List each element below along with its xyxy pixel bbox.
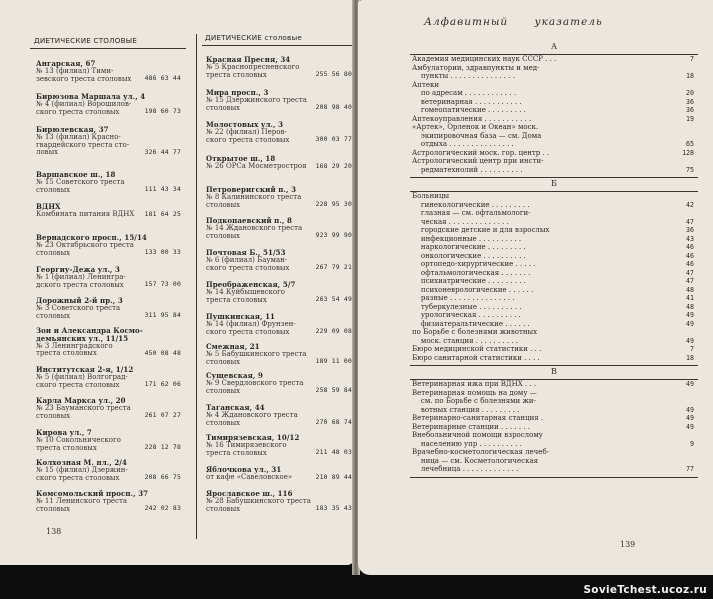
directory-entry — [206, 121, 352, 144]
index-entry — [412, 380, 694, 388]
entry-phone: 255 56 80 — [315, 70, 352, 79]
directory-entry — [206, 56, 352, 79]
entry-phone: 300 03 77 — [315, 135, 352, 144]
index-entry — [412, 166, 694, 174]
index-entry-page: 42 — [686, 200, 694, 209]
index-entry-text: физиатеральтические . . . . . . — [412, 319, 530, 328]
index-entry — [412, 414, 694, 422]
index-entry — [412, 55, 694, 63]
index-entry-text: туберкулезные . . . . . . . . . . — [412, 302, 522, 311]
directory-entry — [206, 186, 352, 209]
entry-canteen: № 5 (филиал) Волгоград- ского треста столовых — [36, 372, 128, 389]
index-entry-text: психоневрологические . . . . . . — [412, 285, 534, 294]
index-entry-text: Аптеки — [412, 80, 440, 89]
entry-address: Молостовых ул., 3 — [206, 120, 284, 129]
index-entry-page: 49 — [686, 380, 694, 388]
index-entry-text: Ветеринарные станции . . . . . . . — [412, 422, 530, 431]
left-page-number: 138 — [46, 527, 62, 536]
entry-canteen: № 15 (филиал) Дзержин- ского треста столовых — [36, 465, 128, 482]
index-entry-text: по адресам . . . . . . . . . . . . — [412, 89, 517, 97]
entry-address: Комсомольский просп., 37 — [36, 489, 149, 498]
index-entry-page: 46 — [686, 243, 694, 251]
index-entry-page: 7 — [690, 55, 694, 63]
entry-address: Карла Маркса ул., 20 — [36, 396, 126, 405]
right-page — [358, 0, 713, 575]
entry-canteen: № 3 Ленинградского треста столовых — [36, 341, 113, 358]
entry-canteen: № 15 Дзержинского треста столовых — [206, 95, 307, 112]
entry-canteen: № 28 Бабушкинского треста столовых — [206, 496, 311, 513]
index-entry-page: 36 — [686, 106, 694, 114]
index-section-letter: А — [551, 42, 558, 51]
entry-phone: 267 79 21 — [315, 263, 352, 272]
index-entry — [412, 328, 694, 336]
entry-address: Петроверигский п., 3 — [206, 185, 297, 194]
index-entry-page: 48 — [686, 302, 694, 311]
index-entry — [412, 397, 694, 405]
entry-phone: 258 59 84 — [315, 386, 352, 395]
index-entry-text: экипировочная база — см. Дома — [412, 131, 542, 140]
entry-phone: 923 99 90 — [315, 231, 352, 240]
entry-address: Дорожный 2-й пр., 3 — [36, 296, 123, 305]
entry-canteen: № 13 (филиал) Тими- зевского треста столовых — [36, 66, 132, 83]
index-entry-text: пункты . . . . . . . . . . . . . . . — [412, 72, 515, 80]
entry-phone: 183 35 43 — [315, 504, 352, 513]
entry-phone: 228 12 78 — [144, 443, 181, 452]
index-entry-text: онкологические . . . . . . . . . . — [412, 251, 526, 260]
entry-canteen: № 22 (филиал) Перов- ского треста столовых — [206, 127, 290, 144]
index-entry — [412, 277, 694, 285]
index-entry-page: 9 — [690, 439, 694, 448]
entry-address: Зои и Александра Космо- демьянских ул., 11/15 — [36, 326, 143, 343]
index-entry — [412, 406, 694, 414]
index-entry-page: 49 — [686, 319, 694, 328]
index-entry-text: Внебольничной помощи взрослому — [412, 431, 543, 439]
index-entry-page: 36 — [686, 97, 694, 106]
col1-header-rule — [30, 48, 186, 49]
index-entry — [412, 337, 694, 345]
index-entry-page: 19 — [686, 114, 694, 123]
entry-canteen: № 6 (филиал) Бауман- ского треста столовых — [206, 255, 290, 272]
entry-address: Институтская 2-я, 1/12 — [36, 365, 134, 374]
index-entry-text: Ветеринарная помощь на дому — — [412, 388, 537, 397]
index-section-letter: Б — [551, 179, 557, 188]
col2-header-rule — [202, 45, 355, 46]
entry-address: Преображенская, 5/7 — [206, 280, 296, 289]
index-entry-page: 49 — [686, 311, 694, 319]
entry-phone: 171 62 06 — [144, 380, 181, 389]
entry-phone: 198 60 73 — [144, 107, 181, 116]
index-entry — [412, 465, 694, 473]
index-entry-page: 20 — [686, 89, 694, 97]
directory-entry — [36, 490, 181, 513]
left-page — [0, 0, 355, 565]
entry-canteen: № 14 Куйбышевского треста столовых — [206, 287, 285, 304]
index-entry-text: ортопедо-хирургические . . . . . — [412, 260, 536, 268]
index-entry — [412, 423, 694, 431]
index-entry-page: 47 — [686, 217, 694, 226]
entry-phone: 133 00 33 — [144, 248, 181, 257]
entry-address: Колхозная М. пл., 2/4 — [36, 458, 127, 467]
index-entry-page: 49 — [686, 422, 694, 431]
index-entry-text: разные . . . . . . . . . . . . . . . — [412, 294, 515, 302]
index-entry-text: ница — см. Косметологическая — [412, 456, 539, 465]
index-entry — [412, 201, 694, 209]
index-entry-text: Астрологический моск. гор. центр . . — [412, 148, 550, 157]
entry-address: Бирюлевская, 37 — [36, 125, 109, 134]
index-entry — [412, 132, 694, 140]
index-entry — [412, 260, 694, 268]
entry-canteen: № 5 Бабушкинского треста столовых — [206, 349, 307, 366]
index-entry-page: 7 — [690, 345, 694, 353]
entry-address: Варшавское ш., 18 — [36, 170, 116, 179]
index-entry-text: см. по Борьбе с болезнями жи- — [412, 397, 536, 405]
index-entry — [412, 106, 694, 114]
directory-entry — [206, 434, 352, 457]
index-entry-page: 46 — [686, 251, 694, 260]
index-entry-text: инфекционные . . . . . . . . . . — [412, 234, 522, 243]
index-entry-text: урологическая . . . . . . . . . . — [412, 311, 521, 319]
index-entry-text: городские детские и для взрослых — [412, 226, 550, 234]
entry-address: Сущевская, 9 — [206, 371, 263, 380]
directory-entry — [206, 404, 352, 427]
index-entry-text: глазная — см. офтальмологи- — [412, 209, 531, 217]
index-entry-page: 77 — [686, 465, 694, 473]
index-entry — [412, 457, 694, 465]
index-entry-page: 43 — [686, 234, 694, 243]
index-entry-text: отдыха . . . . . . . . . . . . . . . — [412, 140, 514, 148]
index-section-letter: В — [551, 367, 557, 376]
index-entry — [412, 311, 694, 319]
index-entry — [412, 320, 694, 328]
entry-address: Подкопаевский п., 8 — [206, 216, 292, 225]
index-entry-text: редматехнолий . . . . . . . . . . — [412, 165, 523, 174]
index-title: Алфавитный указатель — [424, 16, 603, 28]
index-entry-page: 49 — [686, 336, 694, 345]
entry-phone: 208 66 75 — [144, 473, 181, 482]
directory-entry — [36, 60, 181, 83]
index-entry-text: Больницы — [412, 192, 450, 200]
index-entry-text: лечебница . . . . . . . . . . . . . — [412, 465, 519, 473]
directory-entry — [206, 313, 352, 336]
entry-canteen: № 4 Ждановского треста столовых — [206, 410, 298, 427]
directory-entry — [36, 459, 181, 482]
index-entry-text: Бюро медицинской статистики . . . — [412, 345, 542, 353]
index-entry — [412, 269, 694, 277]
entry-canteen: № 10 Сокольнического треста столовых — [36, 435, 121, 452]
directory-entry — [36, 171, 181, 194]
index-entry — [412, 157, 694, 165]
directory-entry — [36, 266, 181, 289]
entry-phone: 111 43 34 — [144, 185, 181, 194]
index-entry-text: Бюро санитарной статистики . . . . — [412, 353, 540, 362]
entry-canteen: № 15 Советского треста столовых — [36, 177, 125, 194]
directory-entry — [36, 297, 181, 320]
index-entry — [412, 431, 694, 439]
entry-address: Красная Пресня, 34 — [206, 55, 291, 64]
directory-entry — [206, 249, 352, 272]
index-entry-text: ветеринарная . . . . . . . . . . . — [412, 97, 522, 106]
entry-address: Ярославское ш., 116 — [206, 489, 293, 498]
index-entry-page: 18 — [686, 72, 694, 80]
index-entry-text: вотных станция . . . . . . . . . — [412, 405, 520, 414]
index-entry-text: ческая . . . . . . . . . . . . . . — [412, 217, 509, 226]
index-entry — [412, 448, 694, 456]
entry-phone: 168 29 20 — [315, 161, 352, 170]
entry-phone: 242 02 83 — [144, 504, 181, 513]
entry-canteen: № 23 Бауманского треста столовых — [36, 403, 131, 420]
index-entry — [412, 286, 694, 294]
index-entry — [412, 140, 694, 148]
directory-entry — [36, 93, 181, 116]
directory-entry — [206, 281, 352, 304]
column-divider — [196, 34, 197, 539]
entry-address: Кирова ул., 7 — [36, 428, 92, 437]
index-entry-text: Академия медицинских наук СССР . . . — [412, 55, 557, 63]
entry-phone: 211 48 03 — [315, 448, 352, 457]
entry-canteen: № 14 Ждановского треста столовых — [206, 223, 303, 240]
index-entry-page: 48 — [686, 285, 694, 294]
entry-address: Яблочкова ул., 31 — [206, 465, 282, 474]
entry-address: ВДНХ — [36, 202, 61, 211]
entry-phone: 270 68 74 — [315, 418, 352, 427]
index-entry-page: 49 — [686, 414, 694, 422]
entry-phone: 208 98 40 — [315, 103, 352, 112]
index-entry-text: моск. станция . . . . . . . . . . — [412, 336, 519, 345]
entry-address: Тимирязевская, 10/12 — [206, 433, 300, 442]
index-entry — [412, 149, 694, 157]
entry-canteen: № 3 Советского треста столовых — [36, 303, 121, 320]
index-entry-text: Аптекоуправления . . . . . . . . . . . — [412, 114, 532, 123]
site-watermark: SovieTchest.ucoz.ru — [583, 584, 707, 596]
entry-address: Мира просп., 3 — [206, 88, 269, 97]
directory-entry — [206, 155, 352, 170]
index-entry-text: Врачебно-косметологическая лечеб- — [412, 448, 550, 456]
index-entry-text: «Артек», Орленок и Океан» моск. — [412, 123, 539, 131]
entry-canteen: № 8 Калининского треста столовых — [206, 192, 302, 209]
entry-canteen: № 5 Краснопресненского треста столовых — [206, 62, 300, 79]
entry-phone: 181 64 25 — [144, 209, 181, 218]
entry-address: Георгиу-Дежа ул., 3 — [36, 265, 120, 274]
entry-phone: 263 54 49 — [315, 295, 352, 304]
entry-canteen: № 23 Октябрьского треста столовых — [36, 240, 134, 257]
index-entry-page: 36 — [686, 226, 694, 234]
index-entry-text: офтальмологическая . . . . . . . — [412, 268, 531, 277]
index-entry-text: Ветеринарная ижа при ВДНХ . . . — [412, 380, 537, 388]
index-entry — [412, 209, 694, 217]
index-entry — [412, 345, 694, 353]
index-entry-page: 49 — [686, 405, 694, 414]
entry-canteen: № 1 (филиал) Ленингра- дского треста столовых — [36, 272, 126, 289]
entry-phone: 157 73 00 — [144, 280, 181, 289]
index-entry — [412, 440, 694, 448]
index-entry — [412, 89, 694, 97]
entry-phone: 326 44 77 — [144, 148, 181, 157]
index-entry-page: 46 — [686, 260, 694, 268]
directory-entry — [206, 343, 352, 366]
index-entry-text: населению упр . . . . . . . . . . — [412, 439, 522, 448]
index-entry-page: 128 — [682, 148, 694, 157]
entry-phone: 229 09 08 — [315, 327, 352, 336]
directory-entry — [206, 466, 352, 481]
entry-canteen: № 14 (филиал) Фрунзен- ского треста столовых — [206, 319, 296, 336]
index-entry — [412, 98, 694, 106]
index-entry — [412, 389, 694, 397]
entry-canteen: от кафе «Савеловское» — [206, 472, 293, 481]
entry-address: Пушкинская, 11 — [206, 312, 276, 321]
entry-phone: 486 63 44 — [144, 74, 181, 83]
index-entry — [412, 226, 694, 234]
index-entry — [412, 123, 694, 131]
entry-canteen: № 16 Тимирязевского треста столовых — [206, 440, 287, 457]
entry-phone: 189 11 00 — [315, 357, 352, 366]
index-entry-text: гомеопатические . . . . . . . . . — [412, 106, 526, 114]
index-entry — [412, 252, 694, 260]
index-entry — [412, 64, 694, 72]
directory-entry — [206, 490, 352, 513]
directory-entry — [36, 366, 181, 389]
entry-canteen: № 13 (филиал) Красно- гвардейского треста сто- ловых — [36, 132, 130, 157]
directory-entry — [36, 327, 181, 358]
index-entry — [412, 218, 694, 226]
entry-address: Ангарская, 67 — [36, 59, 96, 68]
entry-address: Таганская, 44 — [206, 403, 265, 412]
directory-entry — [206, 372, 352, 395]
index-entry-text: наркологические . . . . . . . . . — [412, 243, 526, 251]
index-entry — [412, 115, 694, 123]
directory-entry — [36, 203, 181, 218]
entry-address: Почтовая Б., 51/53 — [206, 248, 286, 257]
index-entry-text: психиатрические . . . . . . . . . — [412, 277, 526, 285]
index-entry — [412, 72, 694, 80]
index-entry-text: по Борьбе с болезнями животных — [412, 328, 538, 336]
entry-address: Вернадского просп., 15/14 — [36, 233, 147, 242]
entry-address: Открытое ш., 18 — [206, 154, 276, 163]
index-entry-text: Амбулатории, здравпункты и мед- — [412, 63, 540, 72]
directory-entry — [206, 89, 352, 112]
index-entry-text: Астрологический центр при инсти- — [412, 157, 544, 165]
directory-entry — [36, 126, 181, 157]
entry-address: Бирюзова Маршала ул., 4 — [36, 92, 146, 101]
col1-header: ДИЕТИЧЕСКИЕ СТОЛОВЫЕ — [34, 36, 138, 45]
col2-header: ДИЕТИЧЕСКИЕ столовые — [205, 33, 302, 42]
directory-entry — [36, 429, 181, 452]
index-entry — [412, 294, 694, 302]
entry-phone: 450 08 48 — [144, 349, 181, 358]
entry-address: Смежная, 21 — [206, 342, 260, 351]
entry-phone: 210 89 44 — [315, 472, 352, 481]
entry-canteen: № 11 Ленинского треста столовых — [36, 496, 128, 513]
index-entry-page: 18 — [686, 353, 694, 362]
index-entry-page: 65 — [686, 140, 694, 148]
index-entry-text: Ветеринарно-санитарная станция . — [412, 414, 544, 422]
entry-phone: 311 95 84 — [144, 311, 181, 320]
index-entry-page: 47 — [686, 268, 694, 277]
index-entry-page: 41 — [686, 294, 694, 302]
right-page-number: 139 — [620, 540, 636, 549]
entry-phone: 261 07 27 — [144, 411, 181, 420]
index-entry — [412, 354, 694, 362]
entry-canteen: № 9 Свердловского треста столовых — [206, 378, 304, 395]
index-entry — [412, 235, 694, 243]
index-entry-page: 75 — [686, 165, 694, 174]
entry-canteen: № 26 ОРСа Мосметростроя — [206, 161, 307, 170]
index-entry — [412, 243, 694, 251]
index-entry-text: гинекологические . . . . . . . . . — [412, 200, 530, 209]
directory-entry — [206, 217, 352, 240]
index-entry-page: 47 — [686, 277, 694, 285]
index-entry — [412, 303, 694, 311]
directory-entry — [36, 234, 181, 257]
entry-canteen: Комбината питания ВДНХ — [36, 209, 135, 218]
index-entry — [412, 192, 694, 200]
directory-entry — [36, 397, 181, 420]
entry-phone: 228 95 30 — [315, 200, 352, 209]
entry-canteen: № 4 (филиал) Ворошилов- ского треста столовых — [36, 99, 132, 116]
index-entry — [412, 81, 694, 89]
